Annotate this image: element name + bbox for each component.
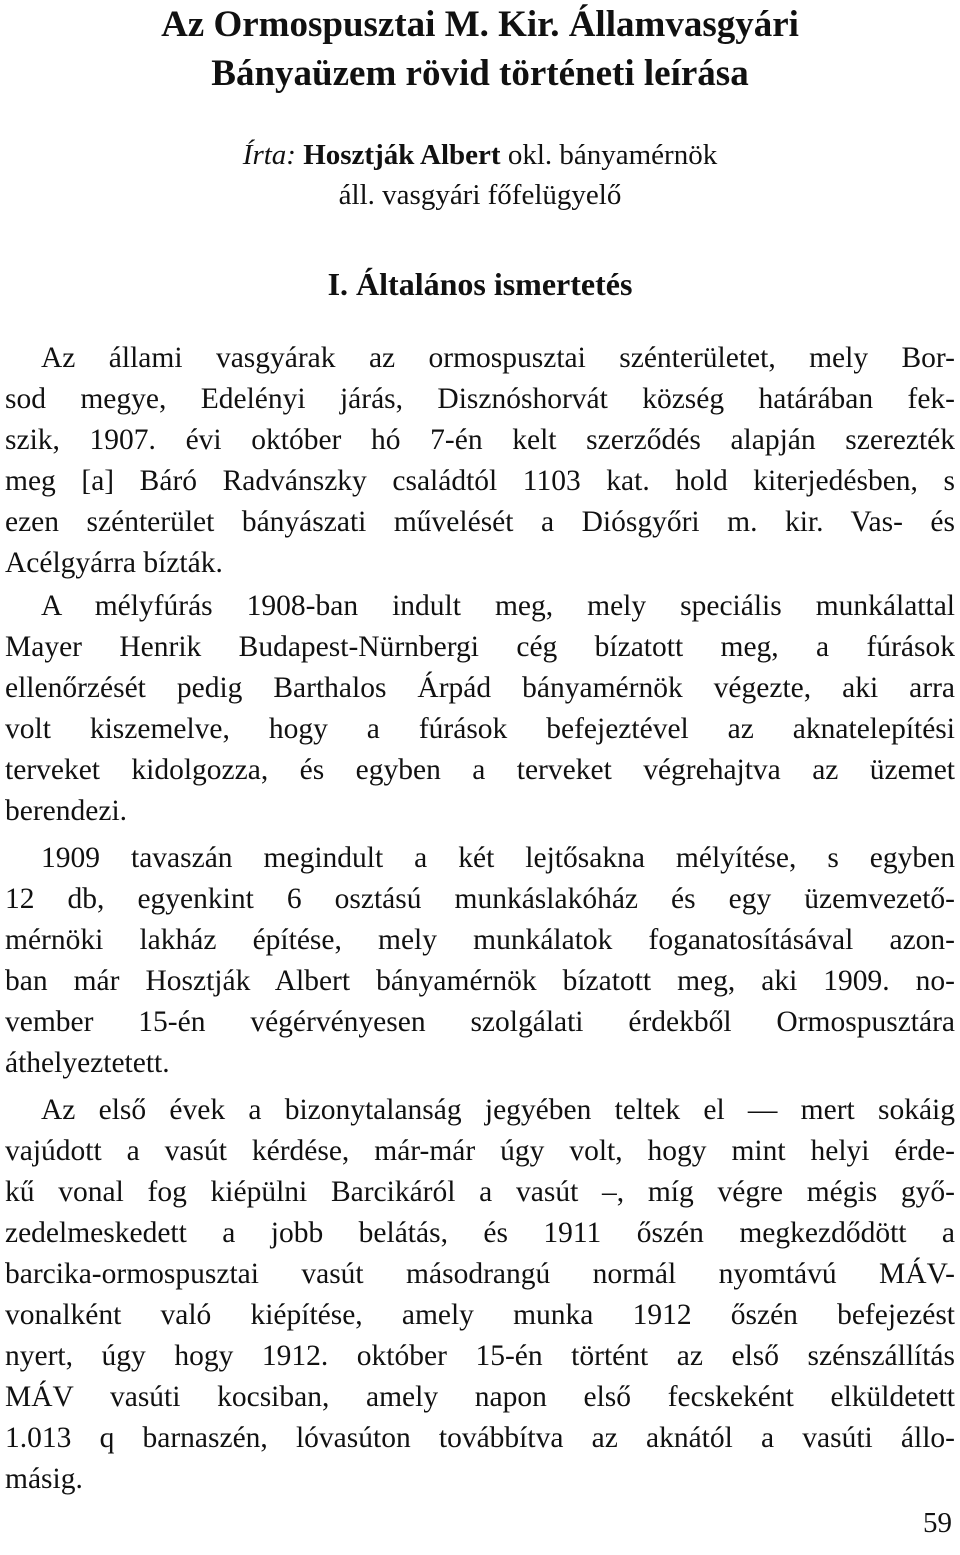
- byline-author: Hosztják Albert: [303, 139, 501, 171]
- paragraph-line: Acélgyárra bízták.: [5, 547, 223, 579]
- paragraph-line: vonalként való kiépítése, amely munka 1912 őszén befejezést: [5, 1299, 955, 1331]
- section-heading: I. Általános ismertetés: [327, 266, 633, 302]
- paragraph-line: ezen szénterület bányászati művelését a Diósgyőri m. kir. Vas- és: [5, 506, 955, 538]
- paragraph-line: volt kiszemelve, hogy a fúrások befejeztével az aknatelepítési: [5, 713, 955, 745]
- paragraph-line: másig.: [5, 1463, 83, 1495]
- paragraph-line: áthelyeztetett.: [5, 1047, 170, 1079]
- byline-author-line: [0, 135, 960, 175]
- paragraph-4: [5, 1090, 955, 1500]
- paragraph-line: Mayer Henrik Budapest-Nürnbergi cég bízatott meg, a fúrások: [5, 631, 955, 663]
- paragraph-2: [5, 586, 955, 832]
- paragraph-line: sod megye, Edelényi járás, Disznóshorvát község határában fek-: [5, 383, 955, 415]
- paragraph-line: ban már Hosztják Albert bányamérnök bízatott meg, aki 1909. no-: [5, 965, 955, 997]
- title-line-1: Az Ormospusztai M. Kir. Államvasgyári: [161, 4, 799, 45]
- paragraph-line: barcika-ormospusztai vasút másodrangú normál nyomtávú MÁV-: [5, 1258, 955, 1290]
- title-line-2: Bányaüzem rövid történeti leírása: [211, 53, 749, 94]
- paragraph-line: mérnöki lakház építése, mely munkálatok foganatosításával azon-: [5, 924, 955, 956]
- byline-role-1: okl. bányamérnök: [507, 139, 718, 171]
- paragraph-line: terveket kidolgozza, és egyben a terveket végrehajtva az üzemet: [5, 754, 955, 786]
- paragraph-line: ellenőrzését pedig Barthalos Árpád bányamérnök végezte, aki arra: [5, 672, 955, 704]
- paragraph-line: nyert, úgy hogy 1912. október 15-én történt az első szénszállítás: [5, 1340, 955, 1372]
- byline-role-2: áll. vasgyári főfelügyelő: [338, 179, 622, 211]
- byline-prefix: Írta:: [242, 139, 296, 171]
- paragraph-line: 1909 tavaszán megindult a két lejtősakna mélyítése, s egyben: [41, 842, 955, 874]
- byline-role-line: [0, 175, 960, 215]
- paragraph-line: MÁV vasúti kocsiban, amely napon első fecskeként elküldetett: [5, 1381, 955, 1413]
- paragraph-line: 1.013 q barnaszén, lóvasúton továbbítva az aknától a vasúti állo-: [5, 1422, 955, 1454]
- paragraph-line: vajúdott a vasút kérdése, már-már úgy volt, hogy mint helyi érde-: [5, 1135, 955, 1167]
- paragraph-line: kű vonal fog kiépülni Barcikáról a vasút –, míg végre mégis győ-: [5, 1176, 955, 1208]
- paragraph-line: Az állami vasgyárak az ormospusztai szénterületet, mely Bor-: [41, 342, 955, 374]
- paragraph-line: A mélyfúrás 1908-ban indult meg, mely speciális munkálattal: [41, 590, 955, 622]
- paragraph-line: meg [a] Báró Radvánszky családtól 1103 kat. hold kiterjedésben, s: [5, 465, 955, 497]
- paragraph-1: [5, 338, 955, 584]
- paragraph-line: 12 db, egyenkint 6 osztású munkáslakóház és egy üzemvezető-: [5, 883, 955, 915]
- paragraph-3: [5, 838, 955, 1084]
- paragraph-line: zedelmeskedett a jobb belátás, és 1911 őszén megkezdődött a: [5, 1217, 955, 1249]
- page-number: 59: [923, 1507, 952, 1539]
- paragraph-line: berendezi.: [5, 795, 128, 827]
- paragraph-line: szik, 1907. évi október hó 7-én kelt szerződés alapján szerezték: [5, 424, 955, 456]
- paragraph-line: vember 15-én végérvényesen szolgálati érdekből Ormospusztára: [5, 1006, 955, 1038]
- paragraph-line: Az első évek a bizonytalanság jegyében teltek el — mert sokáig: [41, 1094, 955, 1126]
